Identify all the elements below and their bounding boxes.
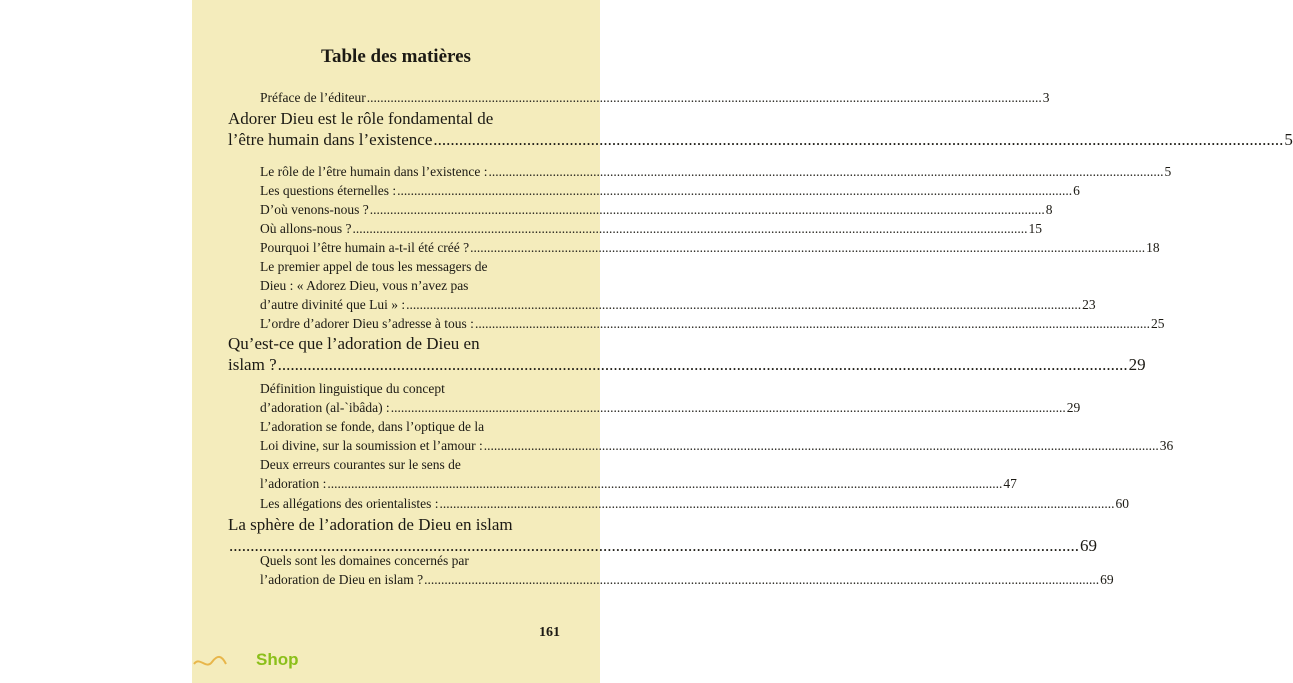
toc-section-7 [260,238,1160,257]
toc-section-5 [260,200,1053,219]
toc-section-6 [260,219,1042,238]
toc-page-number: 3 [1042,90,1050,105]
toc-section-11 [260,379,1081,417]
toc-entry-line: D’où venons-nous ? [260,202,369,217]
toc-entry-line: Le premier appel de tous les messagers de [260,259,488,274]
toc-entry-line: Les questions éternelles : [260,183,397,198]
toc-page-number: 36 [1159,438,1174,453]
toc-entry-line: Adorer Dieu est le rôle fondamental de [228,109,494,128]
dot-leader: ........................................................................................................................................................................................................ [470,240,1146,255]
dot-leader: ........................................................................................................................................................................................................ [406,297,1082,312]
toc-entry-line: L’ordre d’adorer Dieu s’adresse à tous : [260,316,474,331]
toc-chapter-15 [228,514,1097,556]
dot-leader: ........................................................................................................................................................................................................ [488,164,1164,179]
toc-entry-line: l’adoration : [260,476,327,491]
toc-entry-line: l’être humain dans l’existence [228,130,433,149]
toc-entry-line: L’adoration se fonde, dans l’optique de la [260,419,485,434]
toc-entry-line: Deux erreurs courantes sur le sens de [260,457,461,472]
dot-leader: ........................................................................................................................................................................................................ [366,90,1042,105]
toc-section-9 [260,314,1165,333]
toc-entry-line: Le rôle de l’être humain dans l’existence : [260,164,488,179]
book-page [192,0,1293,683]
toc-section-14 [260,494,1129,513]
toc-section-8 [260,257,1096,314]
toc-title: Table des matières [321,46,471,67]
toc-entry-line: Pourquoi l’être humain a-t-il été créé ? [260,240,470,255]
toc-entry-line: Dieu : « Adorez Dieu, vous n’avez pas [260,278,469,293]
toc-page-number: 5 [1284,130,1293,149]
toc-section-4 [260,181,1080,200]
toc-entry-line: Loi divine, sur la soumission et l’amour : [260,438,483,453]
toc-page-number: 25 [1150,316,1165,331]
toc-page-number: 69 [1100,572,1114,587]
toc-entry-line: Les allégations des orientalistes : [260,496,439,511]
dot-leader: ........................................................................................................................................................................................................ [352,221,1028,236]
toc-page-number: 5 [1164,164,1172,179]
dot-leader: ........................................................................................................................................................................................................ [397,183,1073,198]
toc-section-12 [260,417,1174,455]
toc-section-13 [260,455,1017,493]
toc-entry-line: Préface de l’éditeur [260,90,366,105]
toc-entry-line: islam ? [228,355,277,374]
shop-logo-text: Shop [256,650,299,669]
toc-page-number: 47 [1003,476,1017,491]
dot-leader: ........................................................................................................................................................................................................ [424,572,1100,587]
toc-entry-line: Qu’est-ce que l’adoration de Dieu en [228,334,480,353]
toc-page-number: 23 [1082,297,1096,312]
toc-page-number: 15 [1028,221,1042,236]
dot-leader: ........................................................................................................................................................................................................ [439,496,1115,511]
toc-section-16 [260,551,1114,589]
toc-page-number: 60 [1115,496,1129,511]
toc-page-number: 29 [1066,400,1081,415]
dot-leader: ........................................................................................................................................................................................................ [483,438,1159,453]
toc-entry-line: l’adoration de Dieu en islam ? [260,572,424,587]
toc-page-number: 18 [1146,240,1160,255]
toc-section-1 [260,88,1050,107]
toc-page-number: 69 [1080,536,1097,555]
toc-section-3 [260,162,1172,181]
toc-chapter-10 [228,333,1146,375]
toc-page-number: 6 [1073,183,1080,198]
toc-entry-line: Définition linguistique du concept [260,381,445,396]
dot-leader: ........................................................................................................................................................................................................ [474,316,1150,331]
dot-leader: ........................................................................................................................................................................................................ [433,130,1284,149]
dot-leader: ........................................................................................................................................................................................................ [327,476,1003,491]
toc-entry-line: d’autre divinité que Lui » : [260,297,406,312]
page-number: 161 [539,625,560,640]
dot-leader: ........................................................................................................................................................................................................ [229,536,1079,555]
dot-leader: ........................................................................................................................................................................................................ [390,400,1066,415]
toc-entry-line: Quels sont les domaines concernés par [260,553,469,568]
dot-leader: ........................................................................................................................................................................................................ [369,202,1045,217]
toc-entry-line: La sphère de l’adoration de Dieu en islam [228,515,513,534]
toc-entry-line: Où allons-nous ? [260,221,352,236]
toc-entry-line: d’adoration (al-`ibâda) : [260,400,390,415]
toc-page-number: 29 [1128,355,1146,374]
toc-page-number: 8 [1045,202,1053,217]
dot-leader: ........................................................................................................................................................................................................ [277,355,1128,374]
shop-logo-swirl-icon [192,650,254,674]
toc-chapter-2 [228,108,1293,150]
